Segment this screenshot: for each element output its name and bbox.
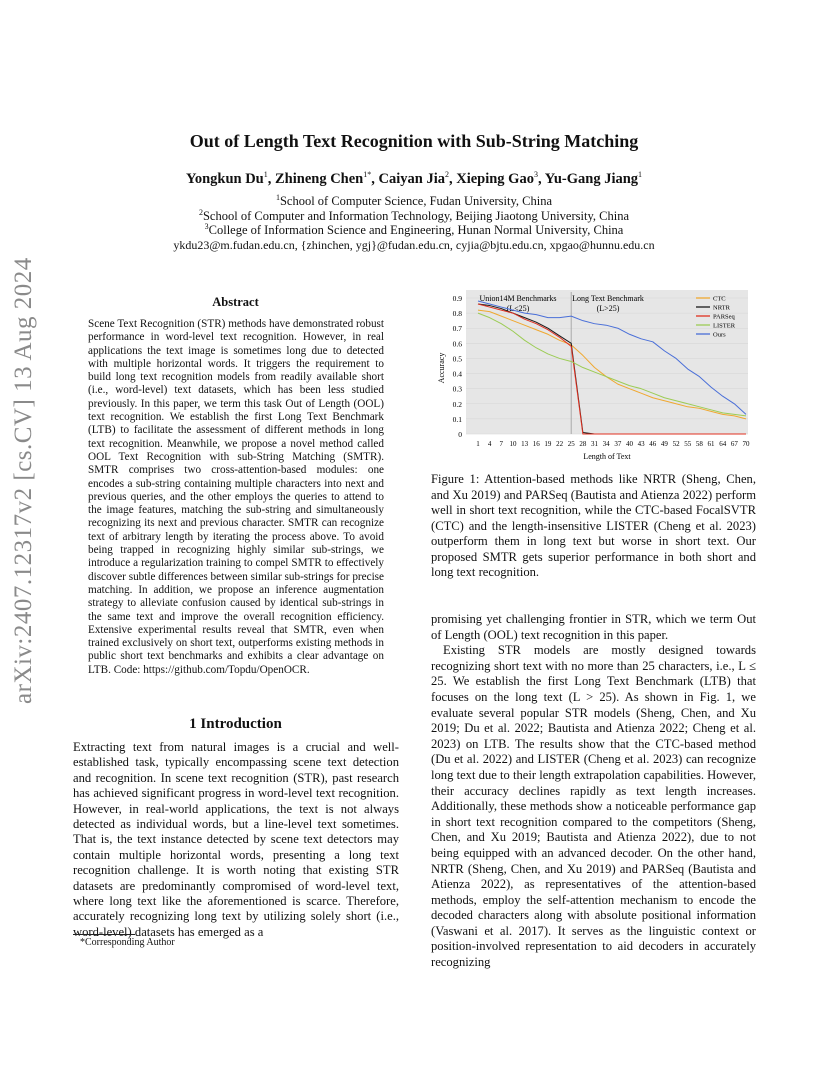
legend-label: LISTER: [713, 322, 736, 330]
legend-label: PARSeq: [713, 313, 735, 321]
footnote-divider: [73, 934, 135, 935]
author-sup: 3: [533, 170, 538, 180]
x-tick-label: 1: [476, 440, 480, 448]
x-tick-label: 49: [660, 440, 668, 448]
affiliation-sup: 2: [198, 207, 203, 217]
arxiv-identifier: arXiv:2407.12317v2 [cs.CV] 13 Aug 2024: [10, 257, 37, 704]
author: Zhineng Chen: [275, 171, 364, 187]
right-column-text: [431, 612, 756, 971]
affiliation-sup: 1: [275, 192, 280, 202]
author: Yu-Gang Jiang: [544, 171, 639, 187]
author-list: Yongkun Du$^1$, Zhineng Chen$^{1*}$, Caiyan Jia$^2$, Xieping Gao$^3$, Yu-Gang Jiang$^1$: [185, 170, 643, 187]
x-tick-label: 55: [684, 440, 692, 448]
affiliation: [0, 194, 828, 209]
y-axis-ticks: [453, 294, 463, 439]
y-tick-label: 0.4: [452, 369, 462, 379]
paper-title: Out of Length Text Recognition with Sub-String Matching: [189, 131, 639, 151]
abstract-heading: Abstract: [212, 295, 259, 309]
y-tick-label: 0.9: [452, 294, 462, 303]
x-tick-label: 67: [730, 440, 738, 448]
x-tick-label: 13: [521, 440, 529, 448]
author: Yongkun Du: [185, 171, 264, 187]
affiliation-text: School of Computer Science, Fudan University, China: [279, 194, 553, 208]
y-tick-label: 0.6: [452, 339, 462, 349]
y-tick-label: 0.8: [452, 309, 462, 319]
legend-label: Ours: [713, 331, 726, 339]
x-tick-label: 64: [719, 440, 727, 448]
figure-1-caption: Figure 1: Attention-based methods like NRTR (Sheng, Chen, and Xu 2019) and PARSeq (Bautista and Atienza 2022) perform well in short text recognition, while the CTC-based FocalSVTR (CTC) and the length-insensitive LISTER (Cheng et al. 2023) outperform them in long text but worse in short text. Our proposed SMTR gets superior performance in both short and long text recognition.: [431, 472, 756, 579]
x-tick-label: 28: [579, 440, 587, 448]
x-tick-label: 52: [672, 440, 680, 448]
x-tick-label: 70: [742, 440, 750, 448]
affiliation-sup: 3: [204, 221, 209, 231]
affiliation: [0, 209, 828, 224]
x-tick-label: 61: [707, 440, 715, 448]
y-tick-label: 0.7: [452, 324, 462, 334]
figure-1-chart: [428, 288, 760, 463]
x-tick-label: 19: [544, 440, 552, 448]
author-sup: 1*: [363, 170, 372, 180]
author: Caiyan Jia: [378, 171, 445, 187]
x-tick-label: 37: [614, 440, 622, 448]
affiliation: [0, 223, 828, 238]
affiliation-text: College of Information Science and Engineering, Hunan Normal University, China: [208, 223, 624, 237]
region-label-long: Long Text Benchmark: [572, 294, 644, 303]
author-sup: 1: [263, 170, 268, 180]
y-tick-label: 0.3: [452, 384, 462, 394]
author-emails: ykdu23@m.fudan.edu.cn, {zhinchen, ygj}@fudan.edu.cn, cyjia@bjtu.edu.cn, xpgao@hunnu.edu.cn: [173, 238, 655, 252]
affiliation-text: School of Computer and Information Technology, Beijing Jiaotong University, China: [202, 209, 630, 223]
paragraph: promising yet challenging frontier in STR, which we term Out of Length (OOL) text recognition in this paper.: [431, 612, 756, 642]
abstract-body: Scene Text Recognition (STR) methods have demonstrated robust performance in word-level text recognition. However, in real applications the text image is sometimes long due to detected with multiple horizontal words. It triggers the requirement to build long text recognition models from readily available short (i.e., word-level) text datasets, which has been less studied previously. In this paper, we term this task Out of Length (OOL) text recognition. We establish the first Long Text Benchmark (LTB) to facilitate the assessment of different methods in long text recognition. Meanwhile, we propose a novel method called OOL Text Recognition with sub-String Matching (SMTR). SMTR comprises two cross-attention-based modules: one encodes a sub-string containing multiple characters into next and previous queries, and the other employs the queries to attend to the image features, matching the sub-string and simultaneously recognizing its next and previous character. SMTR can recognize text of arbitrary length by iterating the process above. To avoid being trapped in recognizing highly similar sub-strings, we introduce a regularization training to compel SMTR to effectively discover subtle differences between similar sub-strings for precise matching. In addition, we propose an inference augmentation strategy to alleviate confusion caused by identical sub-strings in the same text and improve the overall recognition efficiency. Extensive experimental results reveal that SMTR, even when trained exclusively on short text, outperforms existing methods in public short text benchmarks and exhibits a clear advantage on LTB. Code: https://github.com/Topdu/OpenOCR.: [88, 318, 384, 676]
legend-label: NRTR: [713, 304, 730, 312]
y-axis-label: Accuracy: [437, 352, 446, 384]
footnote: *Corresponding Author: [80, 937, 175, 948]
legend-label: CTC: [713, 295, 726, 303]
y-tick-label: 0: [458, 430, 462, 439]
x-tick-label: 16: [532, 440, 540, 448]
x-tick-label: 25: [567, 440, 575, 448]
introduction-paragraph: Extracting text from natural images is a crucial and well-established task, typically encompassing scene text detection and recognition. In scene text recognition (STR), past research has achieved significant progress in word-level text recognition. However, in real-world applications, the text is not always detected as individual words, but a line-level text sometimes. That is, the text instance detected by scene text detectors may contain multiple horizontal words, presenting a long text recognition challenge. It is worth noting that existing STR datasets are predominantly compromised of word-level text, where long text like the aforementioned is scarce. Therefore, accurately recognizing long text by utilizing solely short (i.e., word-level) datasets has emerged as a: [73, 740, 399, 939]
x-axis-label: Length of Text: [583, 452, 631, 461]
region-label-short: Union14M Benchmarks: [479, 294, 557, 303]
y-tick-label: 0.5: [452, 354, 462, 364]
section-heading-introduction: 1 Introduction: [189, 716, 282, 732]
x-tick-label: 7: [499, 440, 504, 448]
x-tick-label: 34: [602, 440, 610, 448]
x-tick-label: 58: [695, 440, 703, 448]
y-tick-label: 0.2: [452, 399, 462, 409]
x-tick-label: 4: [487, 440, 492, 448]
x-tick-label: 46: [649, 440, 657, 448]
author: Xieping Gao: [456, 171, 534, 187]
region-label-long-range: (L>25): [596, 304, 620, 313]
x-tick-label: 31: [591, 440, 599, 448]
x-tick-label: 22: [556, 440, 564, 448]
y-tick-label: 0.1: [452, 414, 462, 424]
x-axis-ticks: [476, 440, 750, 448]
paragraph: Existing STR models are mostly designed towards recognizing short text with no more than 25 characters, i.e., L ≤ 25. We establish the first Long Text Benchmark (LTB) that focuses on the long text (L > 25). As shown in Fig. 1, we evaluate several popular STR models (Sheng, Chen, and Xu 2019; Du et al. 2022; Bautista and Atienza 2022; Cheng et al. 2023) on LTB. The results show that the CTC-based method (Du et al. 2022) and LISTER (Cheng et al. 2023) can recognize long text due to their length extrapolation capabilities. However, their accuracy declines rapidly as text length increases. Additionally, these methods show a noticeable performance gap in short text recognition compared to the competitors (Sheng, Chen, and Xu 2019; Bautista and Atienza 2022), due to not being equipped with an advanced decoder. On the other hand, NRTR (Sheng, Chen, and Xu 2019) and PARSeq (Bautista and Atienza 2022), as representatives of the attention-based methods, employ the self-attention mechanism to encode the decoded characters along with absolute positional information (Vaswani et al. 2017). It serves as the linguistic context or position-involved representation to aid decoders in accurately recognizing: [431, 643, 756, 970]
author-sup: 2: [444, 170, 449, 180]
x-tick-label: 10: [509, 440, 517, 448]
x-tick-label: 43: [637, 440, 645, 448]
x-tick-label: 40: [625, 440, 633, 448]
author-sup: 1: [638, 170, 643, 180]
region-label-short-range: (L≤25): [506, 304, 530, 313]
